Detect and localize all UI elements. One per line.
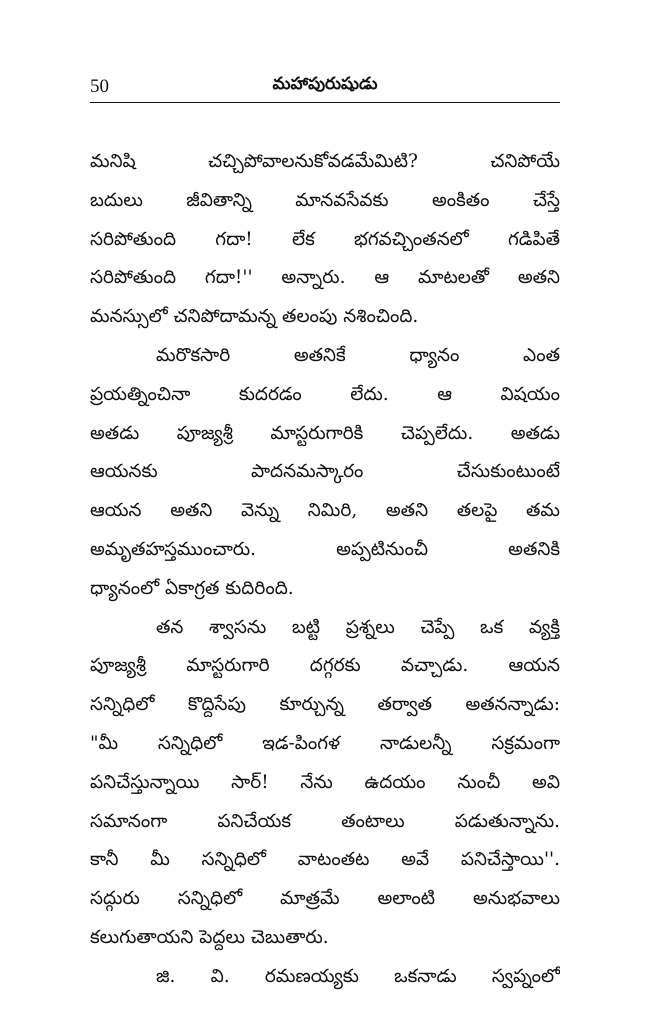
text-line: సరిపోతుంది గదా! లేక భగవచ్చింతనలో గడిపితే: [90, 228, 560, 250]
text-line: మనిషి చచ్చిపోవాలనుకోవడమేమిటి? చనిపోయే: [90, 151, 560, 172]
text-line: జి. వి. రమణయ్యకు ఒకనాడు స్వప్నంలో: [156, 965, 560, 987]
running-head: [90, 72, 560, 102]
text-line: ఆయనకు పాదనమస్కారం చేసుకుంటుంటే: [90, 461, 560, 483]
text-line: తన శ్వాసను బట్టి ప్రశ్నలు చెప్పే ఒక వ్యక్తి: [156, 616, 560, 638]
running-title: మహాపురుషుడు: [272, 74, 378, 94]
text-line: కలుగుతాయని పెద్దలు చెబుతారు.: [90, 926, 329, 948]
text-line: మనస్సులో చనిపోదామన్న తలంపు నశించింది.: [90, 306, 419, 328]
text-line: పనిచేస్తున్నాయి సార్! నేను ఉదయం నుంచీ అవి: [90, 771, 560, 793]
text-line: అమృతహస్తముంచారు. అప్పటినుంచీ అతనికి: [90, 538, 560, 560]
text-line: సమానంగా పనిచేయక తంటాలు పడుతున్నాను.: [90, 810, 560, 832]
text-line: పూజ్యశ్రీ మాస్టరుగారి దగ్గరకు వచ్చాడు. ఆయన: [90, 655, 560, 677]
paragraph: [90, 337, 560, 609]
text-line: అతడు పూజ్యశ్రీ మాస్టరుగారికి చెప్పలేదు. అతడు: [90, 422, 560, 444]
book-page: [90, 0, 560, 1011]
text-line: మరొకసారి అతనికే ధ్యానం ఎంత: [156, 344, 560, 366]
text-line: ప్రయత్నించినా కుదరడం లేదు. ఆ విషయం: [90, 383, 560, 405]
text-line: సద్గురు సన్నిధిలో మాత్రమే అలాంటి అనుభవాలు: [90, 888, 560, 910]
paragraph: [90, 958, 560, 997]
text-line: కానీ మీ సన్నిధిలో వాటంతట అవే పనిచేస్తాయి''.: [90, 849, 560, 871]
text-line: ఆయన అతని వెన్ను నిమిరి, అతని తలపై తమ: [90, 500, 560, 522]
text-line: సన్నిధిలో కొద్దిసేపు కూర్చున్న తర్వాత అతనన్నాడు:: [90, 694, 560, 716]
text-line: సరిపోతుంది గదా!'' అన్నారు. ఆ మాటలతో అతని: [90, 267, 560, 289]
paragraph: [90, 143, 560, 337]
paragraph: [90, 609, 560, 958]
text-line: ధ్యానంలో ఏకాగ్రత కుదిరింది.: [90, 577, 294, 599]
body-text: [90, 143, 560, 997]
text-line: బదులు జీవితాన్ని మానవసేవకు అంకితం చేస్తే: [90, 189, 560, 211]
text-line: "మీ సన్నిధిలో ఇడ-పింగళ నాడులన్నీ సక్రమంగా: [90, 732, 560, 754]
page-number: 50: [90, 76, 109, 97]
header-rule: [90, 102, 560, 103]
